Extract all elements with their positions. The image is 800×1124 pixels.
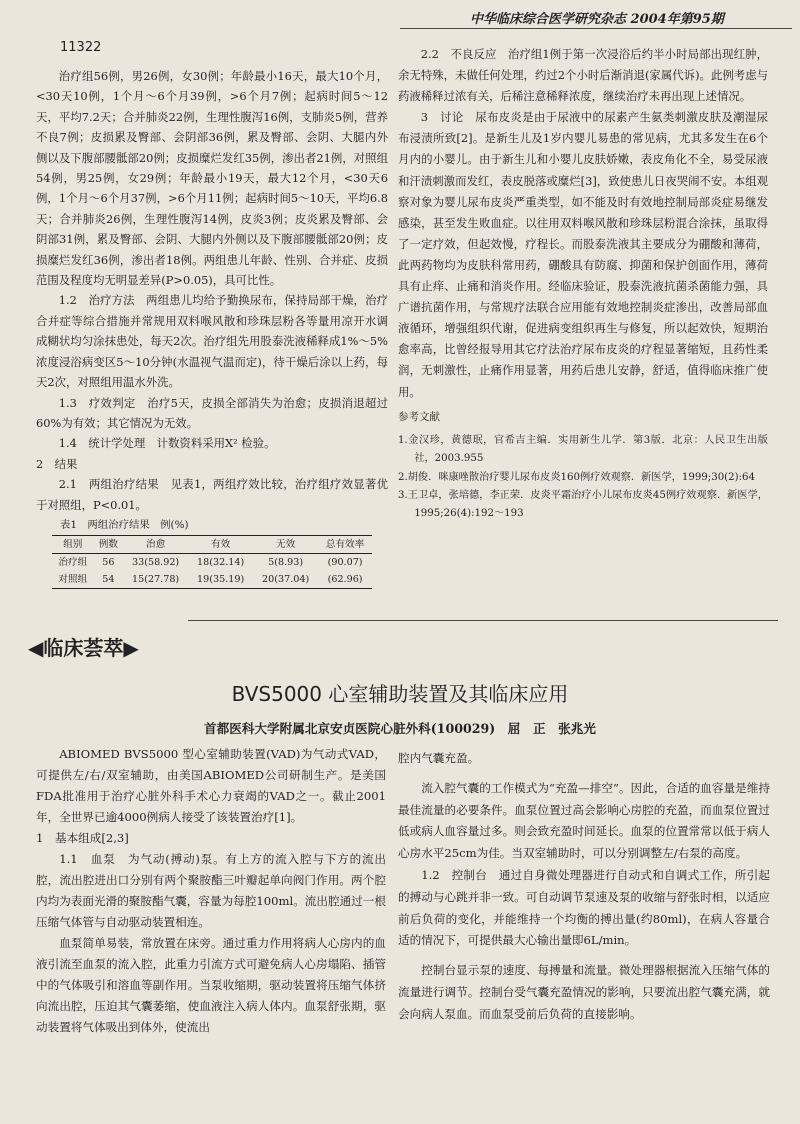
paragraph: 治疗组56例，男26例，女30例；年龄最小16天，最大10个月，<30天10例，1个月～6个月39例，>6个月7例；起病时间5～12天，平均7.2天；合并肺炎22例，生理性腹泻16例，支肺炎5例，营养不良7例；皮损累及臀部、会阴部36例，累及臀部、会阴、大腿内外侧以及下腹部腰骶部20例；皮损糜烂发红35例，渗出者21例，对照组54例，男25例，女29例；年龄最小19天，最大12个月，<30天6例，1个月～6个月37例，>6个月11例；起病时间5～10天，平均6.8天；合并肺炎26例，生理性腹泻14例，皮炎3例；皮炎累及臀部、会阴部31例，累及臀部、会阴、大腿内外侧以及下腹部腰骶部20例；皮损糜烂发红36例，渗出者18例。两组患儿年龄、性别、合并症、皮损范围及程度均无明显差异(P>0.05)，具可比性。: [36, 69, 388, 288]
table-row: [52, 571, 372, 589]
paragraph: 1.1 血泵 为气动(搏动)泵。有上方的流入腔与下方的流出腔，流出腔进出口分别有两个聚胺酯三叶瓣起单向阀门作用。两个腔内均为表面光滑的聚胺酯气囊，容量为每腔100ml。流出腔通过一根压缩气体管与自动驱动装置相连。: [36, 852, 386, 929]
references-heading: 参考文献: [398, 410, 440, 423]
article-title: BVS5000 心室辅助装置及其临床应用: [231, 682, 569, 706]
paragraph: 控制台显示泵的速度、每搏量和流量。微处理器根据流入压缩气体的流量进行调节。控制台受气囊充盈情况的影响，只要流出腔气囊充满，就会向病人泵血。而血泵受前后负荷的直接影响。: [398, 963, 770, 1021]
article-right-column: [398, 748, 770, 1026]
section-bar: [28, 632, 768, 666]
table-cell: 18(32.14): [197, 557, 245, 569]
section-rule: [188, 620, 778, 621]
upper-left-column: [36, 66, 388, 589]
table-row: [52, 554, 372, 572]
table-cell: 15(27.78): [123, 571, 188, 589]
paragraph: 1.2 治疗方法 两组患儿均给予勤换尿布，保持局部干燥，治疗合并症等综合措施并常规用双料喉风散和珍珠层粉各等量用凉开水调成糊状均匀涂抹患处，每天2次。治疗组先用股泰洗液稀释成1%～5%浓度浸浴病变区5～10分钟(水温视气温而定)，待干燥后涂以上药，每天2次，对照组用温水外洗。: [36, 293, 388, 390]
paragraph: 血泵简单易装，常放置在床旁。通过重力作用将病人心房内的血液引流至血泵的流入腔，此重力引流方式可避免病人心房塌陷、插管中的气体吸引和溶血等副作用。当泵收缩期，驱动装置将压缩气体挤向流出腔，压迫其气囊萎缩，使血液注入病人体内。血泵舒张期，驱动装置将气体吸出到体外，使流出: [36, 936, 386, 1034]
table-cell: 56: [102, 557, 115, 569]
references-list: [398, 432, 768, 524]
reference-item: 3.王卫卓，张培德，李正荣．皮炎平霜治疗小儿尿布皮炎45例疗效观察．新医学，1995;26(4):192～193: [398, 489, 768, 520]
spacer: [398, 952, 770, 960]
reference-item: 2.胡俊．咪康唑散治疗婴儿尿布皮炎160例疗效观察．新医学，1999;30(2):64: [398, 471, 755, 483]
table-header-cell: 组别: [52, 536, 94, 554]
paragraph: ABIOMED BVS5000 型心室辅助装置(VAD)为气动式VAD，可提供左/右/双室辅助，由美国ABIOMED公司研制生产。是美国FDA批准用于治疗心脏外科手术心力衰竭的VAD之一。截止2001年，全世界已逾4000例病人接受了该装置治疗[1]。: [36, 747, 386, 824]
table-header-row: [52, 536, 372, 554]
table-cell: 对照组: [52, 571, 94, 589]
article-left-column: [36, 744, 386, 1038]
table-cell: 33(58.92): [132, 557, 180, 569]
paragraph: 1.4 统计学处理 计数资料采用X² 检验。: [58, 436, 276, 451]
journal-header: 中华临床综合医学研究杂志 2004年第95期: [470, 12, 724, 27]
table-header-cell: 例数: [94, 536, 123, 554]
table-cell: 20(37.04): [253, 571, 318, 589]
header-rule: [400, 28, 792, 29]
table-header-cell: 无效: [253, 536, 318, 554]
table-cell: 54: [94, 571, 123, 589]
section-heading: 1 基本组成[2,3]: [36, 831, 129, 845]
article-authors: 首都医科大学附属北京安贞医院心脏外科(100029) 屈 正 张兆光: [204, 721, 596, 736]
paragraph: 1.2 控制台 通过自身微处理器进行自动式和自调式工作，所引起的搏动与心跳并非一致。可自动调节泵速及泵的收缩与舒张时相，以适应前后负荷的变化，并能维持一个均衡的搏出量(约80ml)，在病人容量合适的情况下，可提供最大心输出量即6L/min。: [398, 867, 770, 948]
paragraph: 腔内气囊充盈。: [398, 751, 480, 765]
upper-right-column: [398, 44, 768, 524]
table-header-cell: 总有效率: [318, 536, 372, 554]
paragraph: 1.3 疗效判定 治疗5天，皮损全部消失为治愈；皮损消退超过60%为有效；其它情况为无效。: [36, 395, 388, 430]
paragraph: 流入腔气囊的工作模式为“充盈—排空”。因此，合适的血容量是维持最佳流量的必要条件。血泵位置过高会影响心房腔的充盈，而血泵位置过低或病人血容量过多。则会致充盈时间延长。血泵的位置常常以低于病人心房水平25cm为佳。当双室辅助时，可以分别调整左/右泵的高度。: [398, 780, 770, 861]
paragraph: 2.1 两组治疗结果 见表1，两组疗效比较，治疗组疗效显著优于对照组，P<0.01。: [36, 477, 388, 512]
section-tag: ◀临床荟萃▶: [28, 636, 139, 660]
section-heading: 2 结果: [36, 456, 78, 471]
results-table: [52, 535, 372, 589]
table-cell: 5(8.93): [268, 557, 304, 569]
table-cell: 19(35.19): [188, 571, 253, 589]
table-cell: 治疗组: [58, 557, 88, 569]
table-caption: 表1 两组治疗结果 例(%): [60, 518, 189, 531]
spacer: [398, 770, 770, 778]
reference-item: 1.金汉珍，黄德珉，官希吉主编．实用新生儿学．第3版．北京：人民卫生出版社，2003.955: [398, 434, 768, 465]
paragraph: 3 讨论 尿布皮炎是由于尿液中的尿素产生氨类刺激皮肤及潮湿尿布浸渍所致[2]。是新生儿及1岁内婴儿易患的常见病，尤其多发生在6个月内的小婴儿。由于新生儿和小婴儿皮肤娇嫩，表皮角化不全，易受尿液和汗渍刺激而发红，表皮脱落或糜烂[3]，致使患儿日夜哭闹不安。本组观察对象为婴儿尿布皮炎严重类型，如不能及时有效地控制局部炎症易继发感染，甚至发生败血症。以往用双料喉风散和珍珠层粉混合涂抹，虽取得了一定疗效，但起效慢，疗程长。而股泰洗液其主要成分为硼酸和薄荷，此两药物均为皮肤科常用药，硼酸具有防腐、抑菌和保护创面作用，薄荷具有止痒、止痛和消炎作用。经临床验证，股泰洗液抗菌杀菌能力强，具广谱抗菌作用，与常规疗法联合应用能有效地控制炎症渗出，改善局部血液循环，增强组织代谢，促进病变组织再生与修复，所以起效快，短期治愈率高，比曾经报导用其它疗法治疗尿布皮炎的疗程显著缩短，且药性柔润，无刺激性，止痛作用显著，用药后患儿安静，舒适，值得临床推广使用。: [398, 110, 768, 399]
table-cell: (90.07): [327, 557, 363, 569]
table-header-cell: 治愈: [123, 536, 188, 554]
paragraph: 2.2 不良反应 治疗组1例于第一次浸浴后约半小时局部出现红肿，余无特殊，未做任何处理，约过2个小时后渐消退(家属代诉)。此例考虑与药液稀释过浓有关，后稀注意稀释浓度，继续治疗未再出现上述情况。: [398, 47, 768, 104]
table-cell: (62.96): [318, 571, 372, 589]
table-header-cell: 有效: [188, 536, 253, 554]
page-number: 11322: [60, 40, 102, 55]
